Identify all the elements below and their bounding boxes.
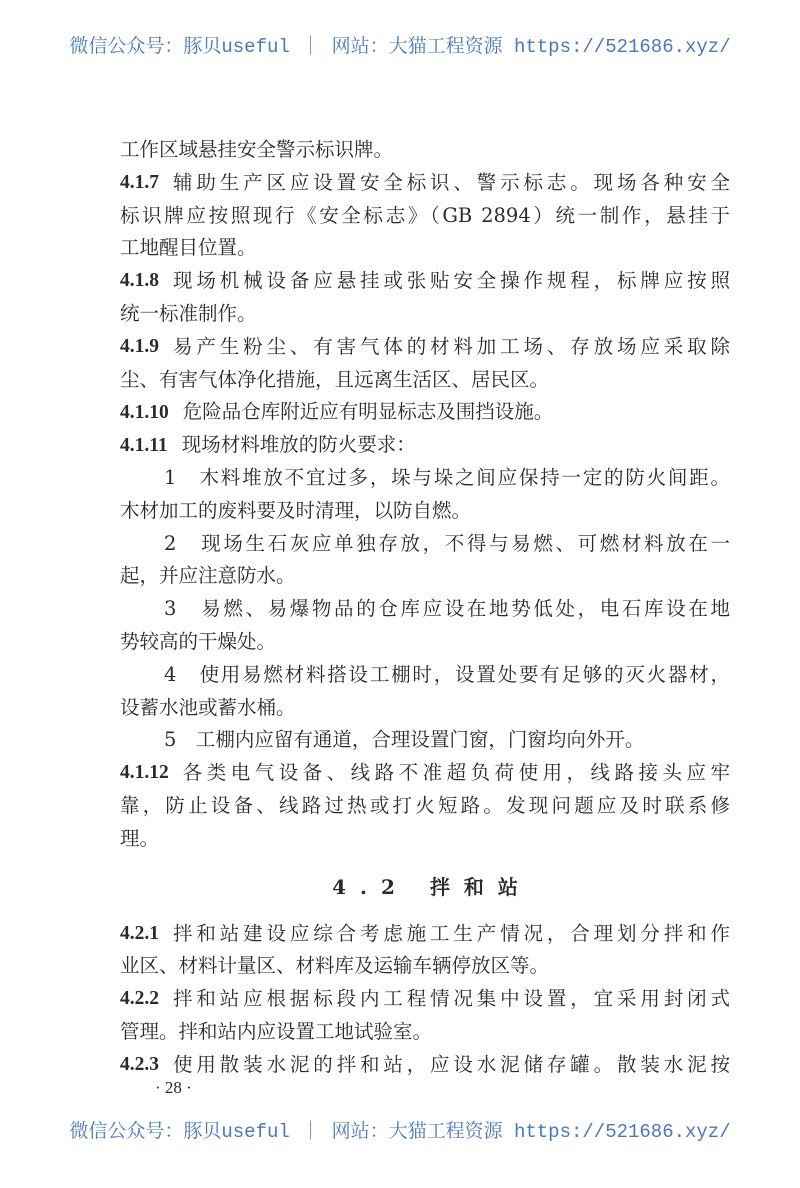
text-line	[120, 560, 730, 593]
clause-number: 4.1.7	[120, 171, 159, 193]
clause-text: 木材加工的废料要及时清理，以防自燃。	[120, 498, 472, 522]
text-line	[120, 823, 730, 856]
clause-text: 使用散装水泥的拌和站，应设水泥储存罐。散装水泥按	[173, 1052, 730, 1076]
clause-text: 工地醒目位置。	[120, 236, 257, 260]
text-line	[120, 1049, 730, 1082]
text-line	[120, 950, 730, 983]
clause-text: 起，并应注意防水。	[120, 564, 296, 588]
clause-text: 拌和站应根据标段内工程情况集中设置，宜采用封闭式	[173, 987, 730, 1011]
clause-text: 各类电气设备、线路不准超负荷使用，线路接头应牢	[182, 761, 730, 785]
text-line	[120, 626, 730, 659]
clause-text: 管理。拌和站内应设置工地试验室。	[120, 1019, 433, 1043]
text-line	[120, 692, 730, 725]
text-line	[120, 757, 730, 790]
text-line	[120, 1016, 730, 1049]
text-line	[120, 528, 730, 561]
clause-number: 4.1.11	[120, 435, 168, 457]
clause-text: 尘、有害气体净化措施，且远离生活区、居民区。	[120, 367, 550, 391]
clause-text: 辅助生产区应设置安全标识、警示标志。现场各种安全	[173, 170, 730, 194]
clause-text: 5 工棚内应留有通道，合理设置门窗，门窗均向外开。	[164, 728, 645, 752]
text-line	[120, 364, 730, 397]
text-line	[120, 429, 730, 462]
clause-text: 4 使用易燃材料搭设工棚时，设置处要有足够的灭火器材，	[164, 662, 730, 686]
clause-text: 易产生粉尘、有害气体的材料加工场、存放场应采取除	[173, 334, 730, 358]
clause-text: 统一标准制作。	[120, 301, 257, 325]
text-line	[120, 918, 730, 951]
text-line	[120, 134, 730, 167]
clause-text: 1 木料堆放不宜过多，垛与垛之间应保持一定的防火间距。	[164, 465, 730, 489]
section-heading: 4.2 拌和站	[332, 874, 532, 899]
text-line	[120, 331, 730, 364]
clause-text: 理。	[120, 826, 160, 850]
text-line	[120, 983, 730, 1016]
clause-text: 设蓄水池或蓄水桶。	[120, 695, 296, 719]
clause-number: 4.1.8	[120, 270, 159, 292]
clause-number: 4.2.3	[120, 1053, 159, 1075]
text-line	[120, 790, 730, 823]
clause-text: 拌和站建设应综合考虑施工生产情况，合理划分拌和作	[173, 921, 730, 945]
clause-number: 4.1.9	[120, 335, 159, 357]
clause-number: 4.2.2	[120, 988, 159, 1010]
text-line	[120, 462, 730, 495]
text-line	[120, 232, 730, 265]
document-body	[120, 134, 730, 1082]
text-line	[120, 396, 730, 429]
page-number: · 28 ·	[155, 1078, 192, 1097]
text-line	[120, 298, 730, 331]
text-line	[120, 265, 730, 298]
clause-text: 3 易燃、易爆物品的仓库应设在地势低处，电石库设在地	[164, 597, 730, 621]
clause-text: 工作区域悬挂安全警示标识牌。	[120, 138, 394, 161]
watermark-footer: 微信公众号：豚贝useful ｜ 网站：大猫工程资源 https://521686.xyz/	[69, 1121, 731, 1143]
clause-number: 4.1.10	[120, 402, 169, 424]
text-line	[120, 724, 730, 757]
clause-number: 4.1.12	[120, 762, 169, 784]
clause-text: 现场材料堆放的防火要求：	[181, 433, 416, 457]
text-line	[120, 200, 730, 233]
text-line	[120, 659, 730, 692]
clause-text: 2 现场生石灰应单独存放，不得与易燃、可燃材料放在一	[164, 531, 730, 555]
watermark-header: 微信公众号：豚贝useful ｜ 网站：大猫工程资源 https://521686.xyz/	[69, 36, 731, 58]
clause-text: 现场机械设备应悬挂或张贴安全操作规程，标牌应按照	[173, 269, 730, 293]
clause-text: 势较高的干燥处。	[120, 629, 277, 653]
text-line	[120, 495, 730, 528]
clause-text: 业区、材料计量区、材料库及运输车辆停放区等。	[120, 954, 550, 978]
clause-text: 靠，防止设备、线路过热或打火短路。发现问题应及时联系修	[120, 793, 730, 817]
clause-text: 标识牌应按照现行《安全标志》（GB 2894）统一制作，悬挂于	[120, 203, 730, 227]
text-line	[120, 167, 730, 200]
text-line	[120, 593, 730, 626]
clause-text: 危险品仓库附近应有明显标志及围挡设施。	[182, 400, 554, 424]
clause-number: 4.2.1	[120, 922, 159, 944]
